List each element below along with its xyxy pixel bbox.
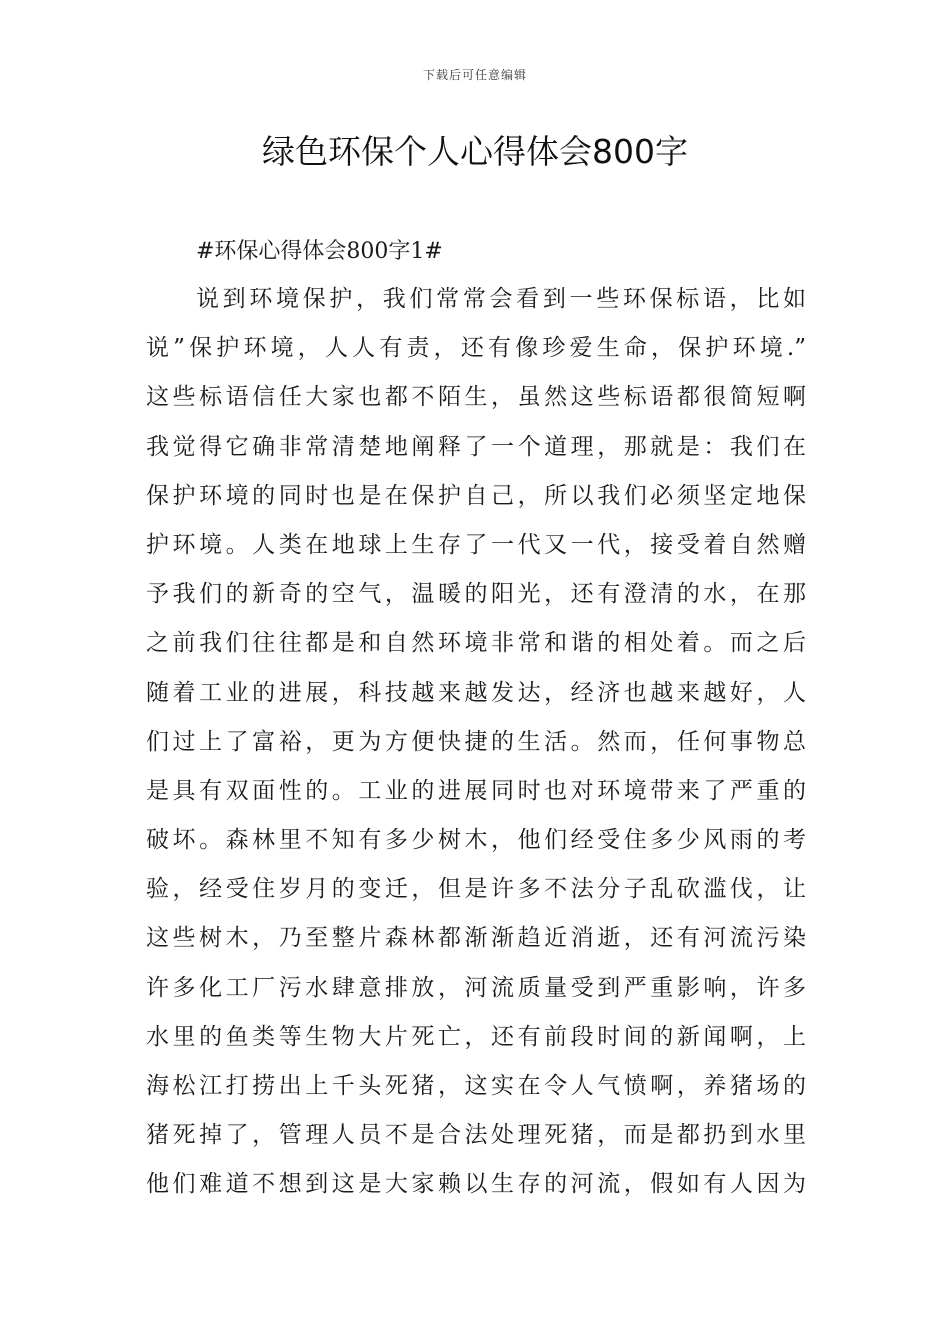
- header-note: 下载后可任意编辑: [422, 68, 527, 82]
- body-line: 保护环境的同时也是在保护自己，所以我们必须坚定地保: [146, 482, 806, 509]
- body-line: 随着工业的进展，科技越来越发达，经济也越来越好，人: [146, 679, 806, 706]
- body-line: 说到环境保护，我们常常会看到一些环保标语，比如: [196, 286, 806, 312]
- body-line: 予我们的新奇的空气，温暖的阳光，还有澄清的水，在那: [146, 581, 806, 608]
- body-line: 这些树木，乃至整片森林都渐渐趋近消逝，还有河流污染: [146, 925, 806, 952]
- body-line: 我觉得它确非常清楚地阐释了一个道理，那就是：我们在: [146, 433, 806, 460]
- body-line: 许多化工厂污水肆意排放，河流质量受到严重影响，许多: [146, 974, 806, 1001]
- body-line: 是具有双面性的。工业的进展同时也对环境带来了严重的: [146, 777, 806, 804]
- body-line: 破坏。森林里不知有多少树木，他们经受住多少风雨的考: [146, 827, 806, 854]
- body-line: 猪死掉了，管理人员不是合法处理死猪，而是都扔到水里: [146, 1122, 806, 1149]
- body-text: [146, 283, 806, 1218]
- section-heading: #环保心得体会800字1#: [196, 239, 443, 264]
- body-line: 说”保护环境，人人有责，还有像珍爱生命，保护环境.”: [146, 335, 806, 362]
- body-line: 们过上了富裕，更为方便快捷的生活。然而，任何事物总: [146, 728, 806, 755]
- body-line: 之前我们往往都是和自然环境非常和谐的相处着。而之后: [146, 630, 806, 657]
- body-line: 验，经受住岁月的变迁，但是许多不法分子乱砍滥伐，让: [146, 876, 806, 903]
- body-line: 海松江打捞出上千头死猪，这实在令人气愤啊，养猪场的: [146, 1073, 806, 1099]
- body-line: 他们难道不想到这是大家赖以生存的河流，假如有人因为: [146, 1171, 806, 1198]
- body-line: 水里的鱼类等生物大片死亡，还有前段时间的新闻啊，上: [146, 1023, 806, 1050]
- document-title: 绿色环保个人心得体会800字: [262, 132, 688, 171]
- body-line: 护环境。人类在地球上生存了一代又一代，接受着自然赠: [146, 531, 806, 558]
- body-line: 这些标语信任大家也都不陌生，虽然这些标语都很简短啊: [146, 384, 806, 411]
